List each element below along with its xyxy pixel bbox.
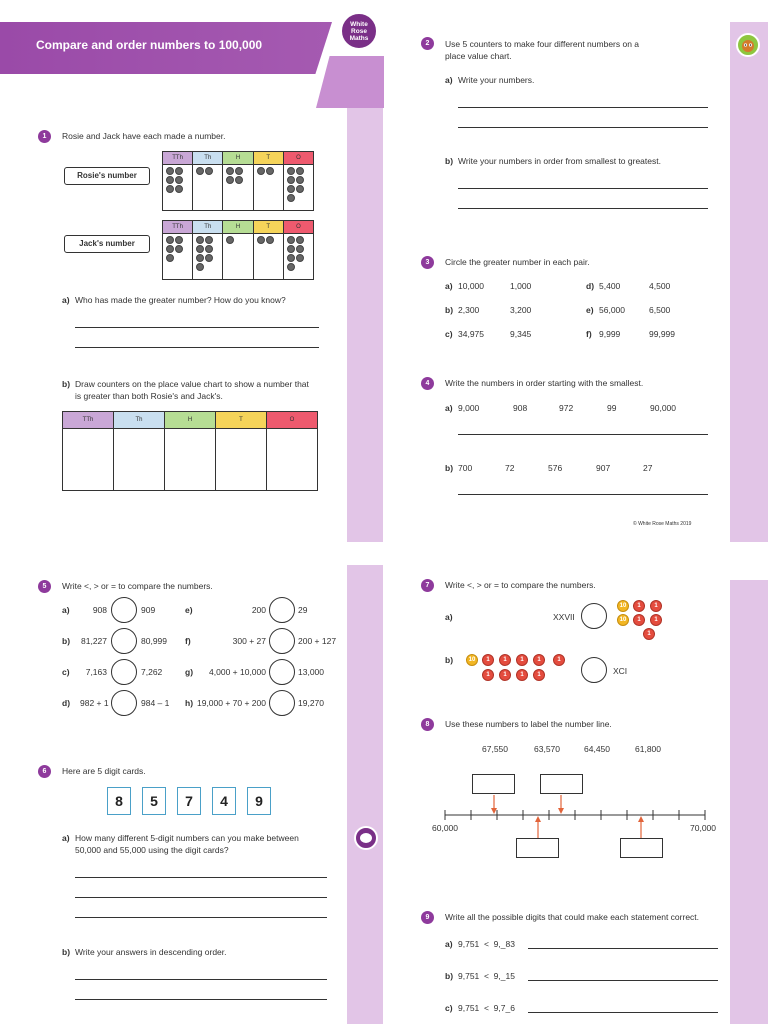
q6b-label: b) (62, 947, 71, 957)
compare-left: 19,000 + 70 + 200 (196, 698, 266, 708)
pair-number[interactable]: 6,500 (649, 305, 671, 315)
compare-circle[interactable] (581, 657, 607, 683)
compare-right: 80,999 (141, 636, 167, 646)
q1a-text: Who has made the greater number? How do you know? (75, 295, 286, 305)
answer-line[interactable] (528, 1012, 718, 1013)
counter-icon (205, 167, 213, 175)
counter-icon (166, 245, 174, 253)
copyright: © White Rose Maths 2019 (633, 521, 692, 527)
jack-place-value-chart (162, 220, 314, 280)
answer-line[interactable] (75, 897, 327, 898)
pv-cell (223, 165, 252, 210)
counter-icon (287, 254, 295, 262)
pv-header-tth: TTh (163, 221, 192, 234)
one-counter: 1 (633, 614, 645, 626)
q7b-roman: XCI (613, 666, 628, 676)
counter-icon (166, 176, 174, 184)
number-line-label-box[interactable] (620, 838, 663, 858)
pv-header-th: Th (114, 412, 164, 429)
one-counter: 1 (499, 669, 511, 681)
compare-label: a) (62, 605, 70, 615)
question-number: 8 (421, 718, 434, 731)
pair-number[interactable]: 2,300 (458, 305, 480, 315)
compare-label: c) (62, 667, 70, 677)
answer-line[interactable] (458, 434, 708, 435)
order-number: 9,000 (458, 403, 480, 413)
compare-left: 300 + 27 (232, 636, 266, 646)
q6a-text-1: How many different 5-digit numbers can you make between (75, 833, 299, 843)
q6-prompt: Here are 5 digit cards. (62, 766, 146, 776)
statement-text: 9,751 < 9,7_6 (458, 1003, 515, 1013)
counter-icon (166, 167, 174, 175)
q5-prompt: Write <, > or = to compare the numbers. (62, 581, 213, 591)
page-title: Compare and order numbers to 100,000 (36, 38, 263, 52)
one-counter: 1 (643, 628, 655, 640)
answer-line[interactable] (458, 188, 708, 189)
one-counter: 1 (650, 600, 662, 612)
q2a-text: Write your numbers. (458, 75, 535, 85)
pv-cell (163, 165, 192, 210)
answer-line[interactable] (528, 980, 718, 981)
pv-cell (163, 234, 192, 279)
order-number: 908 (513, 403, 528, 413)
number-line-end: 70,000 (690, 823, 716, 833)
order-number: 99 (607, 403, 617, 413)
one-counter: 1 (482, 669, 494, 681)
pair-label: c) (445, 329, 453, 339)
compare-circle[interactable] (269, 659, 295, 685)
compare-circle[interactable] (269, 690, 295, 716)
question-number: 9 (421, 911, 434, 924)
counter-icon (296, 245, 304, 253)
q7a-roman: XXVII (553, 612, 575, 622)
question-number: 6 (38, 765, 51, 778)
pv-column-o (284, 221, 313, 279)
pv-column-t (216, 412, 267, 490)
one-counter: 1 (516, 669, 528, 681)
pv-header-tth: TTh (63, 412, 113, 429)
order-number: 90,000 (650, 403, 676, 413)
digit-card: 7 (177, 787, 201, 815)
one-counter: 1 (533, 654, 545, 666)
statement-text: 9,751 < 9,_15 (458, 971, 515, 981)
counter-icon (296, 236, 304, 244)
pv-cell (193, 234, 222, 279)
question-number: 3 (421, 256, 434, 269)
pv-cell (284, 234, 313, 279)
pv-column-th (193, 152, 223, 210)
compare-label: f) (185, 636, 191, 646)
question-number: 4 (421, 377, 434, 390)
pv-header-t: T (254, 221, 283, 234)
pair-number[interactable]: 4,500 (649, 281, 671, 291)
pv-header-h: H (223, 221, 252, 234)
rosie-label: Rosie's number (64, 167, 150, 185)
digit-card: 5 (142, 787, 166, 815)
blank-place-value-chart[interactable] (62, 411, 318, 491)
pair-label: e) (586, 305, 594, 315)
answer-line[interactable] (458, 107, 708, 108)
compare-circle[interactable] (111, 690, 137, 716)
pair-number[interactable]: 5,400 (599, 281, 621, 291)
compare-right: 200 + 127 (298, 636, 337, 646)
pv-column-t (254, 221, 284, 279)
q6a-text-2: 50,000 and 55,000 using the digit cards? (75, 845, 229, 855)
number-to-place: 67,550 (482, 744, 508, 754)
compare-circle[interactable] (269, 628, 295, 654)
counter-icon (196, 254, 204, 262)
pair-number[interactable]: 9,345 (510, 329, 532, 339)
pv-cell[interactable] (216, 429, 266, 490)
pv-column-h (223, 221, 253, 279)
one-counter: 1 (482, 654, 494, 666)
compare-right: 909 (141, 605, 156, 615)
pv-cell (254, 165, 283, 210)
compare-circle[interactable] (269, 597, 295, 623)
statement-label: b) (445, 971, 454, 981)
pv-header-t: T (254, 152, 283, 165)
q4a-label: a) (445, 403, 453, 413)
order-number: 27 (643, 463, 653, 473)
pv-header-th: Th (193, 221, 222, 234)
pv-header-t: T (216, 412, 266, 429)
statement-label: c) (445, 1003, 453, 1013)
digit-card: 4 (212, 787, 236, 815)
counter-icon (175, 245, 183, 253)
order-number: 907 (596, 463, 611, 473)
pv-cell (284, 165, 313, 210)
q7b-label: b) (445, 655, 454, 665)
pair-number[interactable]: 1,000 (510, 281, 532, 291)
counter-icon (287, 194, 295, 202)
q4-prompt: Write the numbers in order starting with the smallest. (445, 378, 644, 388)
q8-prompt: Use these numbers to label the number line. (445, 719, 612, 729)
q1b-text-2: is greater than both Rosie's and Jack's. (75, 391, 223, 401)
q3-prompt: Circle the greater number in each pair. (445, 257, 590, 267)
counter-icon (235, 176, 243, 184)
q1b-text-1: Draw counters on the place value chart to show a number that (75, 379, 309, 389)
answer-line[interactable] (458, 127, 708, 128)
order-number: 576 (548, 463, 563, 473)
compare-left: 982 + 1 (80, 698, 109, 708)
one-counter: 1 (650, 614, 662, 626)
counter-icon (205, 245, 213, 253)
compare-label: e) (185, 605, 193, 615)
question-number: 7 (421, 579, 434, 592)
page-side-strip (730, 22, 768, 542)
page-side-strip (347, 108, 383, 542)
order-number: 700 (458, 463, 473, 473)
answer-line[interactable] (75, 917, 327, 918)
pv-cell (254, 234, 283, 279)
q6b-text: Write your answers in descending order. (75, 947, 227, 957)
pv-cell[interactable] (63, 429, 113, 490)
counter-icon (166, 185, 174, 193)
pv-column-th (114, 412, 165, 490)
counter-icon (296, 176, 304, 184)
counter-icon (287, 236, 295, 244)
q9-prompt: Write all the possible digits that could make each statement correct. (445, 912, 700, 922)
number-line (430, 795, 720, 840)
answer-line[interactable] (75, 979, 327, 980)
pv-header-o: O (284, 221, 313, 234)
page-side-strip (347, 565, 383, 1024)
q1b-label: b) (62, 379, 71, 389)
question-number: 1 (38, 130, 51, 143)
compare-left: 200 (251, 605, 266, 615)
q7a-label: a) (445, 612, 453, 622)
digit-card: 9 (247, 787, 271, 815)
white-rose-maths-logo: White Rose Maths (340, 12, 378, 50)
pair-number[interactable]: 9,999 (599, 329, 621, 339)
compare-right: 29 (298, 605, 308, 615)
pv-cell[interactable] (114, 429, 164, 490)
counter-icon (166, 254, 174, 262)
counter-icon (257, 236, 265, 244)
compare-left: 908 (92, 605, 107, 615)
pv-header-th: Th (193, 152, 222, 165)
pv-column-tth (63, 412, 114, 490)
pv-cell[interactable] (165, 429, 215, 490)
answer-line[interactable] (458, 208, 708, 209)
answer-line[interactable] (75, 347, 319, 348)
counter-icon (166, 236, 174, 244)
pv-header-o: O (284, 152, 313, 165)
q1-prompt: Rosie and Jack have each made a number. (62, 131, 226, 141)
number-line-start: 60,000 (432, 823, 458, 833)
number-line-label-box[interactable] (472, 774, 515, 794)
ten-counter: 10 (617, 600, 629, 612)
answer-line[interactable] (458, 494, 708, 495)
digit-card: 8 (107, 787, 131, 815)
counter-icon (175, 236, 183, 244)
counter-icon (226, 236, 234, 244)
banner-accent (316, 56, 384, 108)
pair-label: b) (445, 305, 454, 315)
pair-number[interactable]: 56,000 (599, 305, 625, 315)
compare-right: 13,000 (298, 667, 324, 677)
counter-icon (196, 245, 204, 253)
number-line-label-box[interactable] (540, 774, 583, 794)
q1a-label: a) (62, 295, 70, 305)
compare-label: d) (62, 698, 71, 708)
counter-icon (296, 185, 304, 193)
ten-counter: 10 (466, 654, 478, 666)
compare-left: 4,000 + 10,000 (209, 667, 266, 677)
number-to-place: 64,450 (584, 744, 610, 754)
compare-right: 19,270 (298, 698, 324, 708)
one-counter: 1 (533, 669, 545, 681)
counter-icon (175, 185, 183, 193)
number-to-place: 63,570 (534, 744, 560, 754)
mascot-icon (354, 826, 378, 850)
pv-column-h (165, 412, 216, 490)
one-counter: 1 (553, 654, 565, 666)
q2b-text: Write your numbers in order from smallest to greatest. (458, 156, 661, 166)
one-counter: 1 (633, 600, 645, 612)
q7-prompt: Write <, > or = to compare the numbers. (445, 580, 596, 590)
counter-icon (205, 236, 213, 244)
order-number: 72 (505, 463, 515, 473)
pv-cell (223, 234, 252, 279)
compare-circle[interactable] (111, 659, 137, 685)
counter-icon (287, 176, 295, 184)
counter-icon (226, 176, 234, 184)
pv-column-o (267, 412, 317, 490)
ten-counter: 10 (617, 614, 629, 626)
pv-column-tth (163, 152, 193, 210)
pair-number[interactable]: 34,975 (458, 329, 484, 339)
counter-icon (266, 167, 274, 175)
counter-icon (287, 185, 295, 193)
monkey-icon (736, 33, 760, 57)
rosie-place-value-chart (162, 151, 314, 211)
answer-line[interactable] (75, 999, 327, 1000)
answer-line[interactable] (75, 877, 327, 878)
counter-icon (296, 254, 304, 262)
counter-icon (205, 254, 213, 262)
counter-icon (196, 167, 204, 175)
pair-number[interactable]: 3,200 (510, 305, 532, 315)
counter-icon (287, 167, 295, 175)
one-counter: 1 (516, 654, 528, 666)
q2-prompt-2: place value chart. (445, 51, 512, 61)
pv-header-tth: TTh (163, 152, 192, 165)
counter-icon (196, 263, 204, 271)
pair-label: f) (586, 329, 592, 339)
pv-column-h (223, 152, 253, 210)
pv-cell (193, 165, 222, 210)
pv-column-th (193, 221, 223, 279)
answer-line[interactable] (75, 327, 319, 328)
q2-prompt-1: Use 5 counters to make four different numbers on a (445, 39, 640, 49)
pair-number[interactable]: 10,000 (458, 281, 484, 291)
compare-circle[interactable] (111, 628, 137, 654)
pair-label: d) (586, 281, 595, 291)
compare-left: 7,163 (85, 667, 107, 677)
one-counter: 1 (499, 654, 511, 666)
pv-column-tth (163, 221, 193, 279)
q4b-label: b) (445, 463, 454, 473)
counter-icon (196, 236, 204, 244)
page-side-strip (730, 580, 768, 1024)
counter-icon (287, 245, 295, 253)
compare-right: 7,262 (141, 667, 163, 677)
compare-right: 984 – 1 (141, 698, 170, 708)
pv-column-t (254, 152, 284, 210)
counter-icon (296, 167, 304, 175)
question-number: 2 (421, 37, 434, 50)
compare-circle[interactable] (111, 597, 137, 623)
compare-label: h) (185, 698, 194, 708)
statement-text: 9,751 < 9,_83 (458, 939, 515, 949)
pv-header-h: H (223, 152, 252, 165)
pv-column-o (284, 152, 313, 210)
jack-label: Jack's number (64, 235, 150, 253)
q6a-label: a) (62, 833, 70, 843)
question-number: 5 (38, 580, 51, 593)
pv-header-h: H (165, 412, 215, 429)
pv-cell[interactable] (267, 429, 317, 490)
number-to-place: 61,800 (635, 744, 661, 754)
compare-circle[interactable] (581, 603, 607, 629)
statement-label: a) (445, 939, 453, 949)
pair-label: a) (445, 281, 453, 291)
counter-icon (235, 167, 243, 175)
number-line-label-box[interactable] (516, 838, 559, 858)
pair-number[interactable]: 99,999 (649, 329, 675, 339)
counter-icon (266, 236, 274, 244)
counter-icon (175, 176, 183, 184)
compare-label: b) (62, 636, 71, 646)
counter-icon (226, 167, 234, 175)
order-number: 972 (559, 403, 574, 413)
counter-icon (257, 167, 265, 175)
counter-icon (175, 167, 183, 175)
compare-label: g) (185, 667, 194, 677)
compare-left: 81,227 (81, 636, 107, 646)
pv-header-o: O (267, 412, 317, 429)
q2b-label: b) (445, 156, 454, 166)
q2a-label: a) (445, 75, 453, 85)
counter-icon (287, 263, 295, 271)
answer-line[interactable] (528, 948, 718, 949)
